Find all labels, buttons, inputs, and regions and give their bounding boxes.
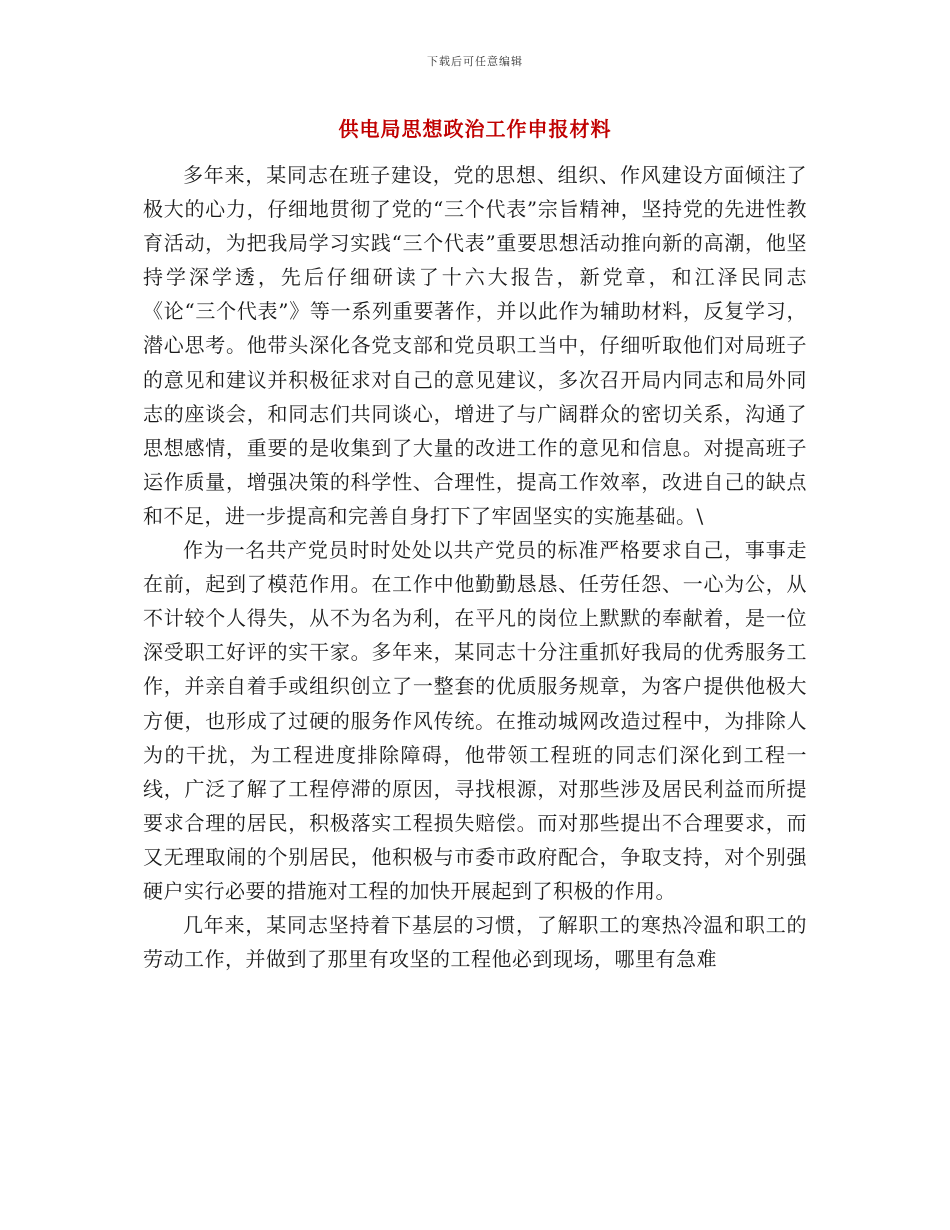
- body-paragraph: 几年来，某同志坚持着下基层的习惯，了解职工的寒热冷温和职工的劳动工作，并做到了那里有攻坚的工程他必到现场，哪里有急难: [143, 913, 807, 972]
- page-header-note: 下载后可任意编辑: [427, 55, 523, 68]
- document-title: 供电局思想政治工作申报材料: [338, 117, 612, 141]
- document-body: [143, 158, 807, 976]
- body-paragraph: 多年来，某同志在班子建设，党的思想、组织、作风建设方面倾注了极大的心力，仔细地贯彻了党的“三个代表”宗旨精神，坚持党的先进性教育活动，为把我局学习实践“三个代表”重要思想活动推向新的高潮，他坚持学深学透，先后仔细研读了十六大报告，新党章，和江泽民同志《论“三个代表”》等一系列重要著作，并以此作为辅助材料，反复学习，潜心思考。他带头深化各党支部和党员职工当中，仔细听取他们对局班子的意见和建议并积极征求对自己的意见建议，多次召开局内同志和局外同志的座谈会，和同志们共同谈心，增进了与广阔群众的密切关系，沟通了思想感情，重要的是收集到了大量的改进工作的意见和信息。对提高班子运作质量，增强决策的科学性、合理性，提高工作效率，改进自己的缺点和不足，进一步提高和完善自身打下了牢固坚实的实施基础。\: [143, 163, 807, 528]
- body-paragraph: 作为一名共产党员时时处处以共产党员的标准严格要求自己，事事走在前，起到了模范作用。在工作中他勤勤恳恳、任劳任怨、一心为公，从不计较个人得失，从不为名为利，在平凡的岗位上默默的奉献着，是一位深受职工好评的实干家。多年来，某同志十分注重抓好我局的优秀服务工作，并亲自着手或组织创立了一整套的优质服务规章，为客户提供他极大方便，也形成了过硬的服务作风传统。在推动城网改造过程中，为排除人为的干扰，为工程进度排除障碍，他带领工程班的同志们深化到工程一线，广泛了解了工程停滞的原因，寻找根源，对那些涉及居民利益而所提要求合理的居民，积极落实工程损失赔偿。而对那些提出不合理要求，而又无理取闹的个别居民，他积极与市委市政府配合，争取支持，对个别强硬户实行必要的措施对工程的加快开展起到了积极的作用。: [143, 538, 807, 903]
